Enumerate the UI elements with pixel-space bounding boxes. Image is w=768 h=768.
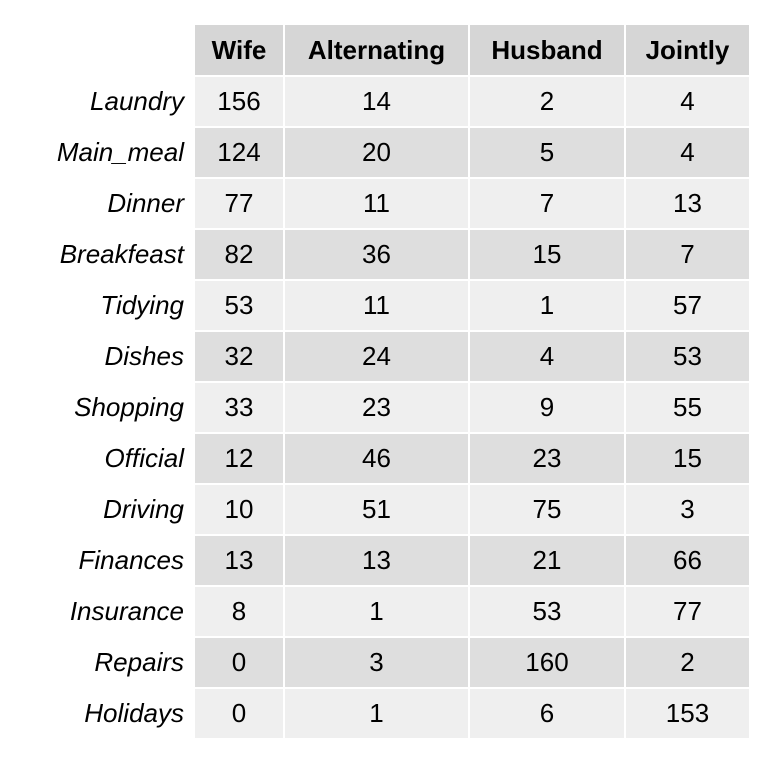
table-body xyxy=(26,76,750,739)
table-cell: 66 xyxy=(625,535,750,586)
table-cell: 20 xyxy=(284,127,469,178)
table-row xyxy=(26,382,750,433)
column-header: Jointly xyxy=(625,25,750,76)
table-row xyxy=(26,76,750,127)
table-cell: 160 xyxy=(469,637,625,688)
row-label: Tidying xyxy=(26,280,194,331)
table-cell: 46 xyxy=(284,433,469,484)
table-header xyxy=(26,25,750,76)
table-cell: 5 xyxy=(469,127,625,178)
row-label: Holidays xyxy=(26,688,194,739)
table-cell: 53 xyxy=(194,280,284,331)
table-cell: 1 xyxy=(469,280,625,331)
table-cell: 82 xyxy=(194,229,284,280)
table-cell: 2 xyxy=(625,637,750,688)
table-cell: 51 xyxy=(284,484,469,535)
row-label: Dishes xyxy=(26,331,194,382)
table-row xyxy=(26,535,750,586)
table-row xyxy=(26,127,750,178)
table-cell: 12 xyxy=(194,433,284,484)
row-label: Finances xyxy=(26,535,194,586)
row-label: Dinner xyxy=(26,178,194,229)
column-header: Alternating xyxy=(284,25,469,76)
table-row xyxy=(26,637,750,688)
table-row xyxy=(26,229,750,280)
table-cell: 36 xyxy=(284,229,469,280)
table-cell: 0 xyxy=(194,688,284,739)
table-cell: 13 xyxy=(194,535,284,586)
table-cell: 4 xyxy=(469,331,625,382)
table-cell: 10 xyxy=(194,484,284,535)
row-label: Laundry xyxy=(26,76,194,127)
header-corner xyxy=(26,25,194,76)
table-cell: 21 xyxy=(469,535,625,586)
row-label: Official xyxy=(26,433,194,484)
table-cell: 6 xyxy=(469,688,625,739)
table-cell: 75 xyxy=(469,484,625,535)
table-cell: 13 xyxy=(284,535,469,586)
table-cell: 77 xyxy=(194,178,284,229)
table-cell: 55 xyxy=(625,382,750,433)
row-label: Insurance xyxy=(26,586,194,637)
table-cell: 13 xyxy=(625,178,750,229)
table-cell: 23 xyxy=(469,433,625,484)
table-row xyxy=(26,331,750,382)
table-cell: 7 xyxy=(469,178,625,229)
table-cell: 8 xyxy=(194,586,284,637)
row-label: Repairs xyxy=(26,637,194,688)
table-cell: 11 xyxy=(284,178,469,229)
table-cell: 11 xyxy=(284,280,469,331)
header-row xyxy=(26,25,750,76)
table-row xyxy=(26,433,750,484)
table-cell: 0 xyxy=(194,637,284,688)
table-row xyxy=(26,178,750,229)
table-cell: 7 xyxy=(625,229,750,280)
table-cell: 156 xyxy=(194,76,284,127)
table-cell: 57 xyxy=(625,280,750,331)
table-cell: 24 xyxy=(284,331,469,382)
table-row xyxy=(26,688,750,739)
row-label: Breakfeast xyxy=(26,229,194,280)
row-label: Driving xyxy=(26,484,194,535)
table-cell: 15 xyxy=(625,433,750,484)
table-cell: 124 xyxy=(194,127,284,178)
table-cell: 33 xyxy=(194,382,284,433)
table-cell: 23 xyxy=(284,382,469,433)
table-cell: 53 xyxy=(625,331,750,382)
row-label: Shopping xyxy=(26,382,194,433)
table-row xyxy=(26,586,750,637)
table-cell: 14 xyxy=(284,76,469,127)
column-header: Husband xyxy=(469,25,625,76)
table-cell: 1 xyxy=(284,688,469,739)
table-cell: 4 xyxy=(625,127,750,178)
column-header: Wife xyxy=(194,25,284,76)
table-cell: 3 xyxy=(284,637,469,688)
table-cell: 15 xyxy=(469,229,625,280)
table-cell: 4 xyxy=(625,76,750,127)
table-cell: 2 xyxy=(469,76,625,127)
table-cell: 32 xyxy=(194,331,284,382)
table-cell: 9 xyxy=(469,382,625,433)
table-cell: 1 xyxy=(284,586,469,637)
table-row xyxy=(26,280,750,331)
table-cell: 3 xyxy=(625,484,750,535)
table-row xyxy=(26,484,750,535)
table-cell: 53 xyxy=(469,586,625,637)
row-label: Main_meal xyxy=(26,127,194,178)
data-table xyxy=(26,25,751,740)
table-cell: 77 xyxy=(625,586,750,637)
table-cell: 153 xyxy=(625,688,750,739)
